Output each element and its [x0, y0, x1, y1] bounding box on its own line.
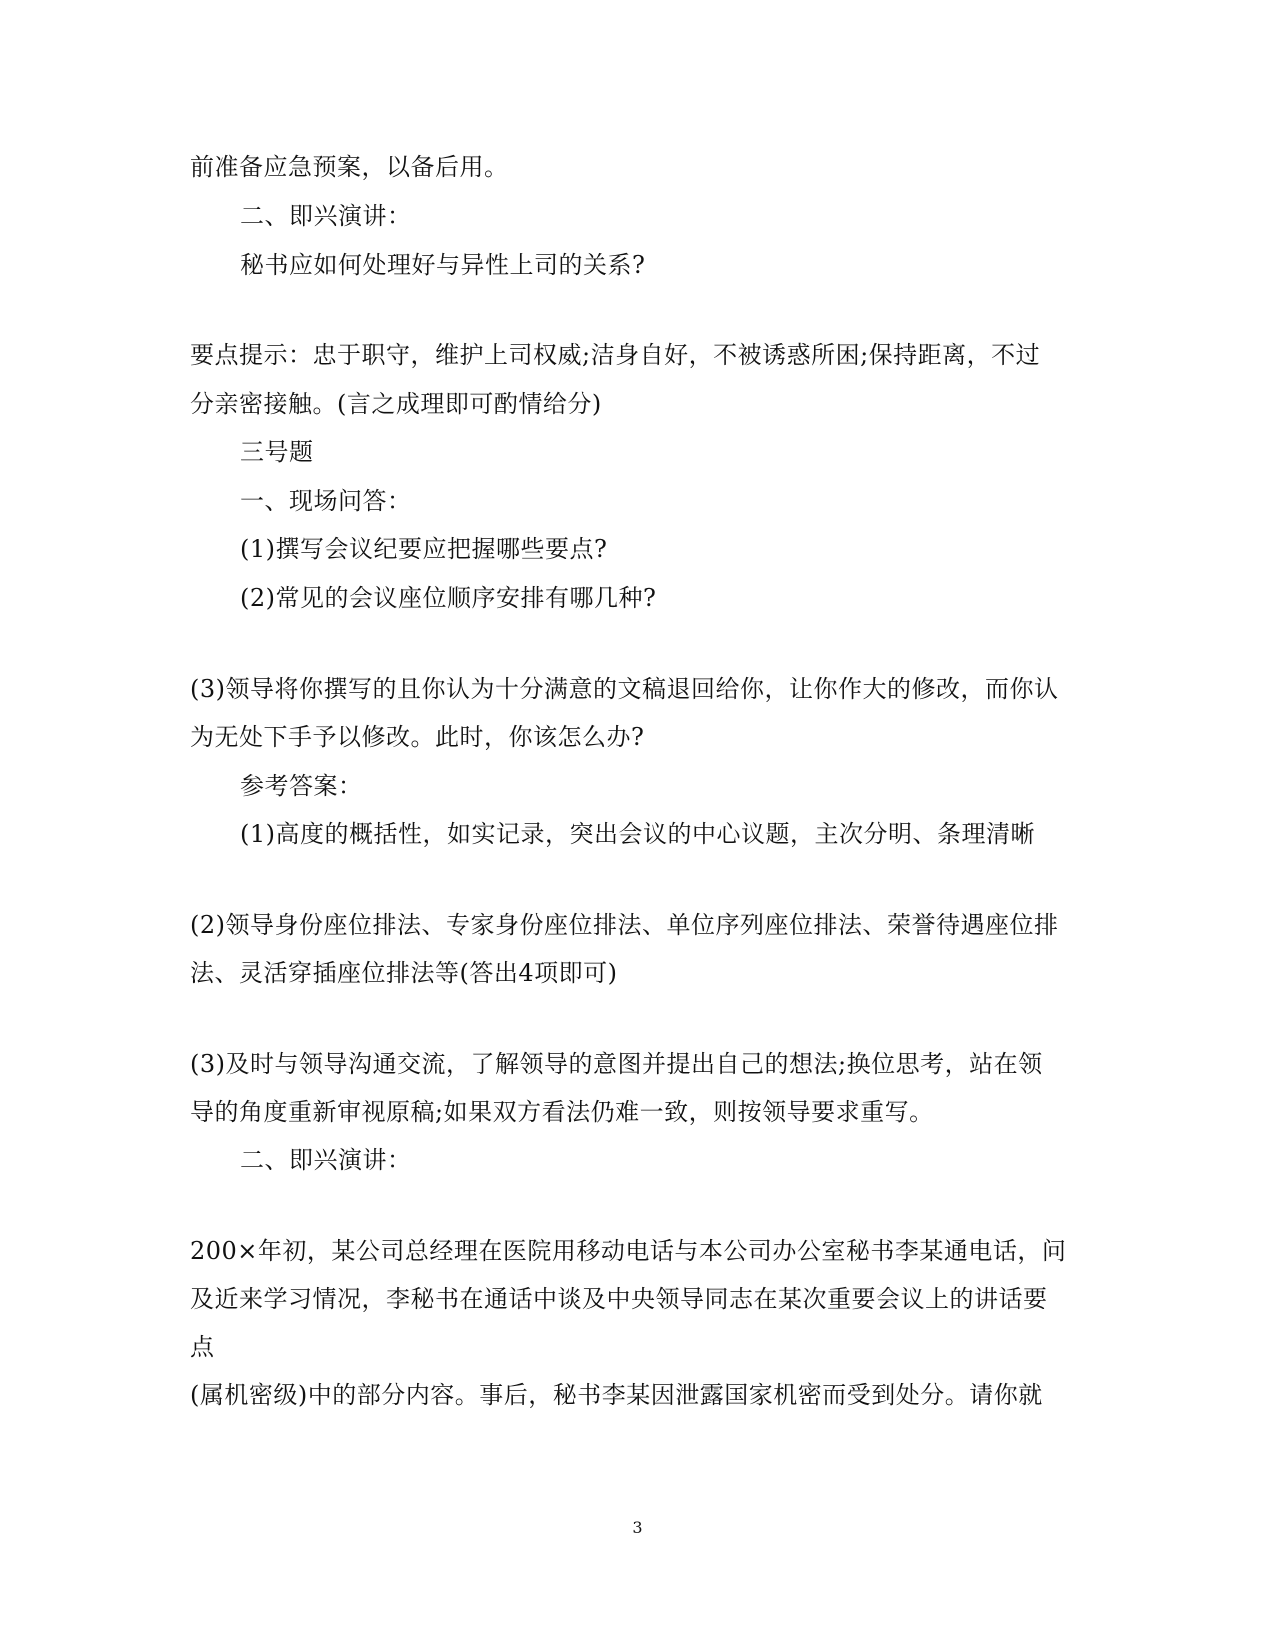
question-item: (2)常见的会议座位顺序安排有哪几种?: [240, 584, 657, 612]
answer-item: (2)领导身份座位排法、专家身份座位排法、单位序列座位排法、荣誉待遇座位排: [190, 911, 1059, 939]
case-text-line: 点: [190, 1333, 215, 1361]
answer-item: 法、灵活穿插座位排法等(答出4项即可): [190, 959, 618, 987]
answer-item: (3)及时与领导沟通交流，了解领导的意图并提出自己的想法;换位思考，站在领: [190, 1050, 1043, 1078]
section-heading: 一、现场问答：: [240, 487, 412, 515]
answer-item: 导的角度重新审视原稿;如果双方看法仍难一致，则按领导要求重写。: [190, 1098, 934, 1126]
question-text: 秘书应如何处理好与异性上司的关系?: [240, 251, 646, 279]
question-item: (3)领导将你撰写的且你认为十分满意的文稿退回给你，让你作大的修改，而你认: [190, 675, 1059, 703]
question-item: (1)撰写会议纪要应把握哪些要点?: [240, 535, 608, 563]
question-number-heading: 三号题: [240, 438, 314, 466]
case-text-line: 200×年初，某公司总经理在医院用移动电话与本公司办公室秘书李某通电话，问: [190, 1237, 1067, 1265]
case-text-line: 及近来学习情况，李秘书在通话中谈及中央领导同志在某次重要会议上的讲话要: [190, 1285, 1048, 1313]
text-line: 前准备应急预案，以备后用。: [190, 153, 509, 181]
section-heading: 二、即兴演讲：: [240, 1146, 412, 1174]
question-item: 为无处下手予以修改。此时，你该怎么办?: [190, 723, 645, 751]
answer-item: (1)高度的概括性，如实记录，突出会议的中心议题，主次分明、条理清晰: [240, 820, 1035, 848]
answer-hint-line: 要点提示：忠于职守，维护上司权威;洁身自好，不被诱惑所困;保持距离，不过: [190, 341, 1041, 369]
page-number: 3: [632, 1518, 643, 1537]
answer-hint-line: 分亲密接触。(言之成理即可酌情给分): [190, 390, 602, 418]
answer-heading: 参考答案：: [240, 772, 363, 800]
section-heading: 二、即兴演讲：: [240, 202, 412, 230]
case-text-line: (属机密级)中的部分内容。事后，秘书李某因泄露国家机密而受到处分。请你就: [190, 1381, 1043, 1409]
